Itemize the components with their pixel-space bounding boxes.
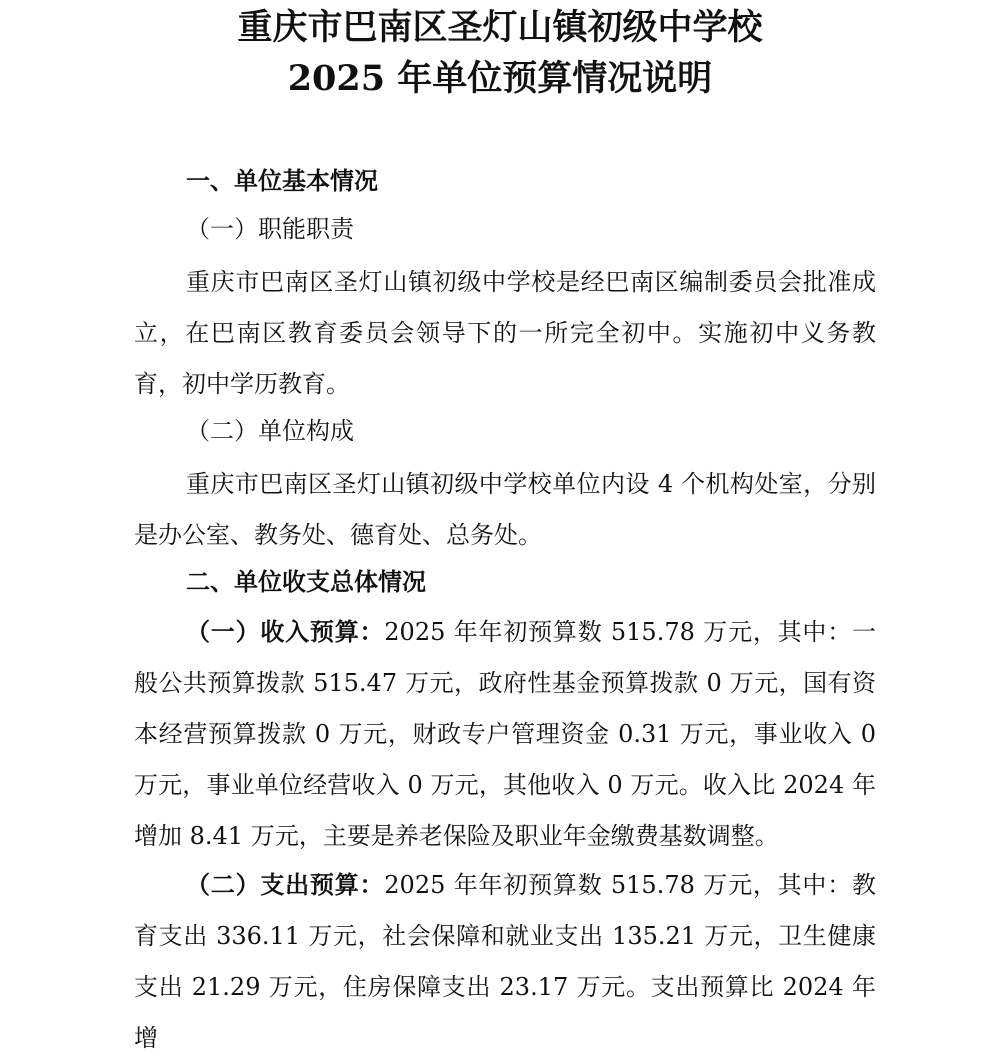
section-heading-budget-overview: 二、单位收支总体情况 (186, 567, 426, 596)
section-heading-basic-info: 一、单位基本情况 (186, 166, 378, 195)
paragraph-income-budget (134, 607, 876, 862)
income-budget-text: 2025 年年初预算数 515.78 万元，其中：一般公共预算拨款 515.47 万元，政府性基金预算拨款 0 万元，国有资本经营预算拨款 0 万元，财政专户管理资金 0.31 万元，事业收入 0 万元，事业单位经营收入 0 万元，其他收入 0 万元。收入比 2024 年增加 8.41 万元，主要是养老保险及职业年金缴费基数调整。 (134, 618, 876, 850)
subheading-duties: （一）职能职责 (186, 215, 354, 243)
paragraph-composition: 重庆市巴南区圣灯山镇初级中学校单位内设 4 个机构处室，分别是办公室、教务处、德育处、总务处。 (134, 470, 876, 549)
expense-budget-text: 2025 年年初预算数 515.78 万元，其中：教育支出 336.11 万元，社会保障和就业支出 135.21 万元，卫生健康支出 21.29 万元，住房保障支出 23.17 万元。支出预算比 2024 年增 (134, 871, 876, 1052)
subheading-composition: （二）单位构成 (186, 417, 354, 445)
paragraph-duties: 重庆市巴南区圣灯山镇初级中学校是经巴南区编制委员会批准成立，在巴南区教育委员会领导下的一所完全初中。实施初中义务教育，初中学历教育。 (134, 268, 876, 398)
expense-budget-label: （二）支出预算： (186, 871, 385, 899)
document-title-line-2: 2025 年单位预算情况说明 (287, 58, 713, 99)
paragraph-expense-budget (134, 860, 876, 1064)
income-budget-label: （一）收入预算： (186, 618, 385, 646)
document-title-line-1: 重庆市巴南区圣灯山镇初级中学校 (237, 7, 763, 48)
